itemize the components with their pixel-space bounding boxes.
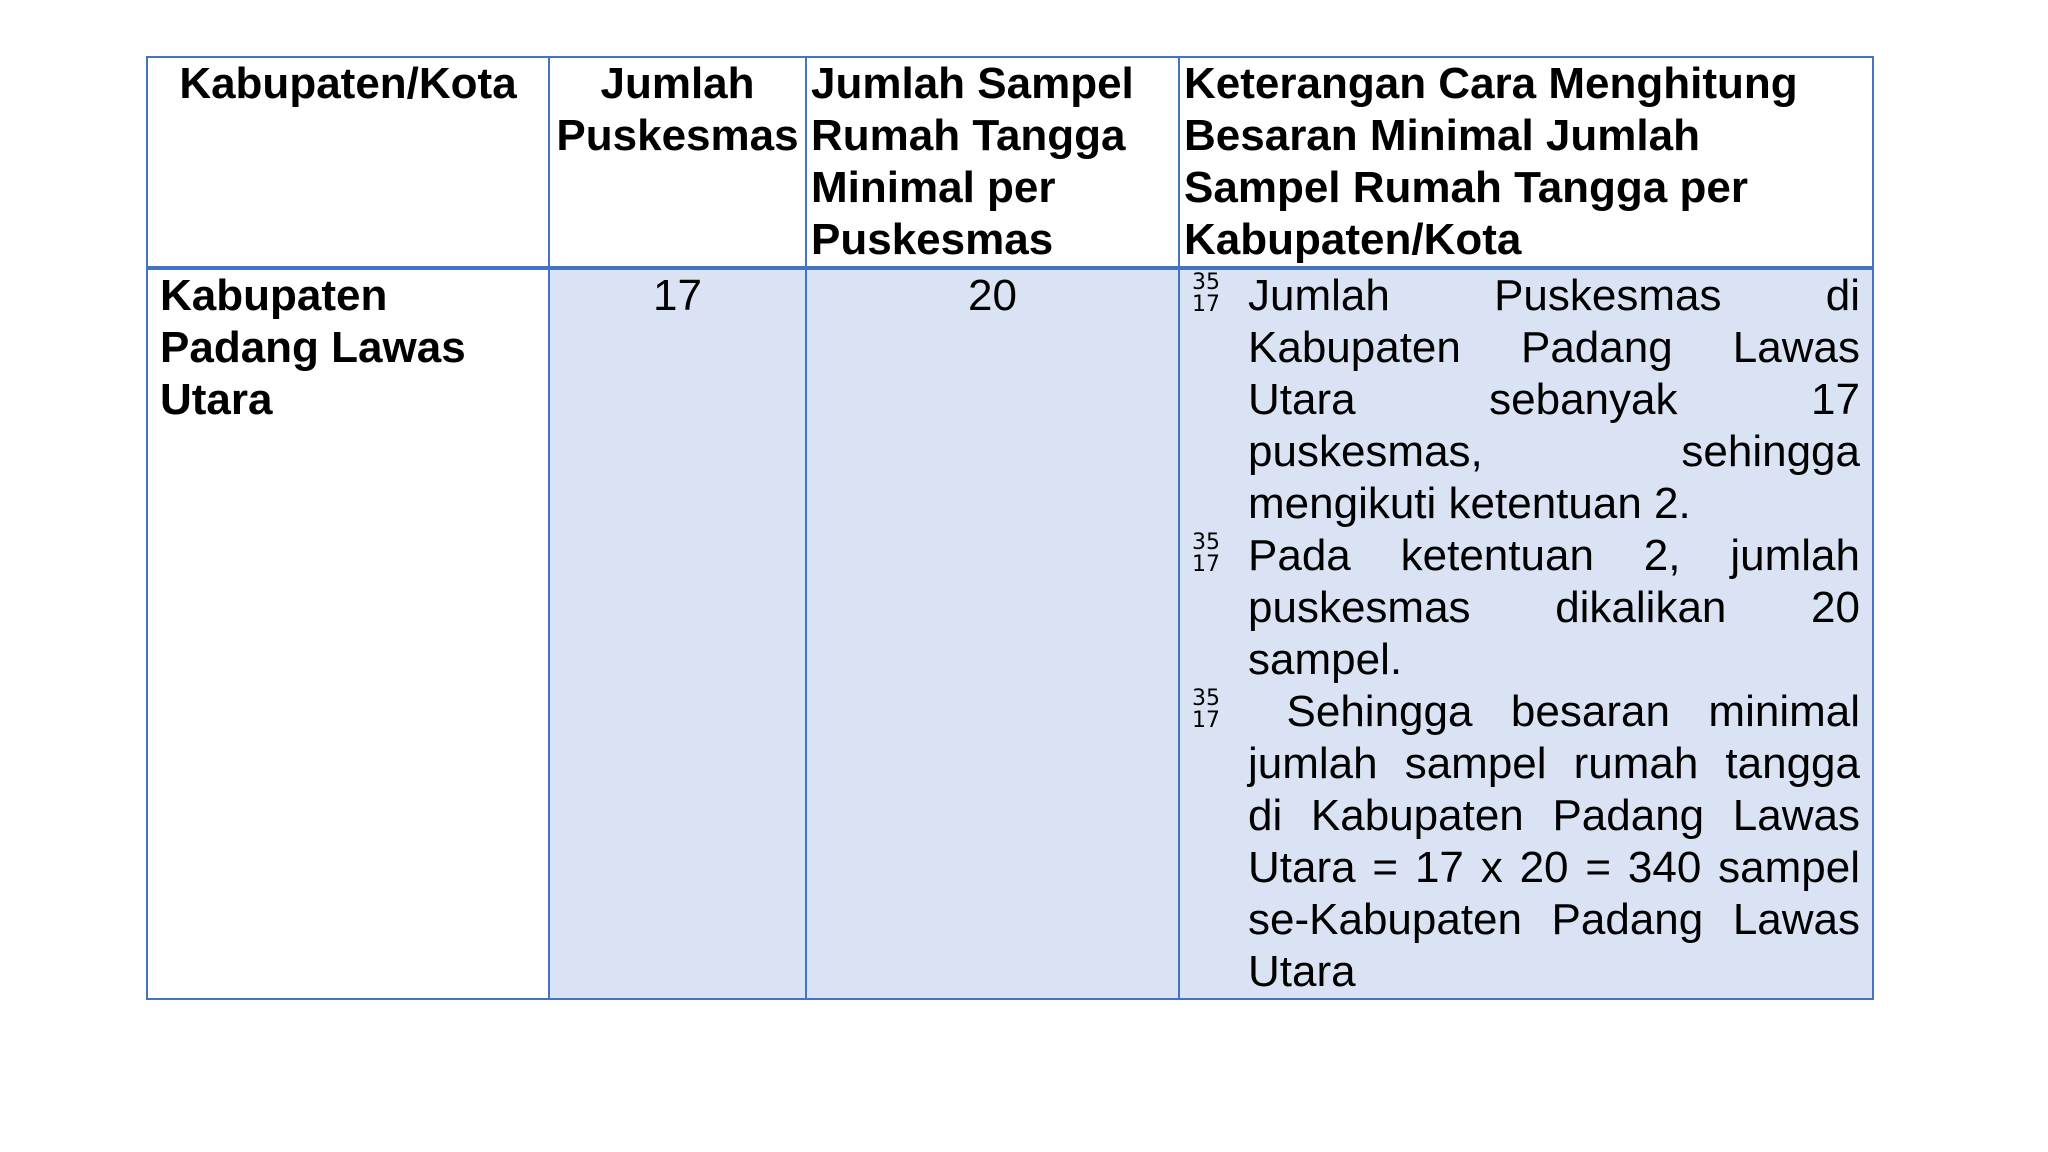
keterangan-text: Jumlah Puskesmas di Kabupaten Padang Lawas Utara sebanyak 17 puskesmas, sehingga mengikuti ketentuan 2. — [1248, 271, 1860, 528]
keterangan-text: Pada ketentuan 2, jumlah puskesmas dikalikan 20 sampel. — [1248, 531, 1860, 684]
list-item — [1192, 270, 1860, 530]
cell-jumlah-sampel: 20 — [806, 268, 1179, 999]
list-item — [1192, 686, 1873, 998]
header-jumlah-sampel: Jumlah Sampel Rumah Tangga Minimal per Puskesmas — [806, 57, 1179, 268]
sample-size-table — [146, 56, 1874, 1000]
list-item — [1192, 530, 1860, 686]
cell-keterangan — [1179, 268, 1873, 999]
table-header — [147, 57, 1873, 268]
table-body — [147, 268, 1873, 999]
cell-kabupaten: Kabupaten Padang Lawas Utara — [147, 268, 549, 999]
keterangan-list — [1192, 270, 1873, 998]
header-row — [147, 57, 1873, 268]
table-row — [147, 268, 1873, 999]
bullet-icon: 35 17 — [1192, 686, 1220, 733]
keterangan-text: Sehingga besaran minimal jumlah sampel rumah tangga di Kabupaten Padang Lawas Utara = 17 x 20 = 340 sampel se-Kabupaten Padang Lawas Utara — [1248, 687, 1873, 996]
bullet-icon: 35 17 — [1192, 530, 1220, 577]
header-keterangan: Keterangan Cara Menghitung Besaran Minimal Jumlah Sampel Rumah Tangga per Kabupaten/Kota — [1179, 57, 1873, 268]
bullet-icon: 35 17 — [1192, 270, 1220, 317]
cell-jumlah-puskesmas: 17 — [549, 268, 806, 999]
header-kabupaten-kota: Kabupaten/Kota — [147, 57, 549, 268]
header-jumlah-puskesmas: Jumlah Puskesmas — [549, 57, 806, 268]
